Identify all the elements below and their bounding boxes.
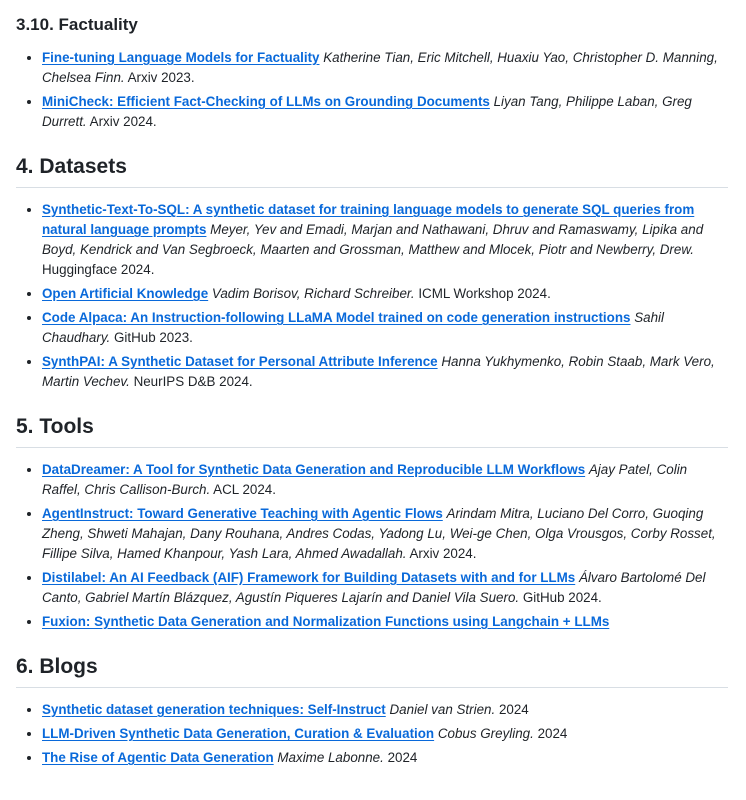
authors: Meyer, Yev and Emadi, Marjan and Nathawani, Dhruv and Ramaswamy, Lipika and Boyd, Kendrick and Van Segbroeck, Maarten and Grossman, Matthew and Mlocek, Piotr and Newberry, Drew. <box>42 222 704 257</box>
section-heading-datasets: 4. Datasets <box>16 154 728 188</box>
list-item <box>42 460 728 500</box>
list-item <box>42 352 728 392</box>
list-item <box>42 308 728 348</box>
authors: Ajay Patel, Colin Raffel, Chris Callison-Burch. <box>42 462 688 497</box>
list-item <box>42 748 728 768</box>
venue: ACL 2024. <box>213 482 276 497</box>
paper-link[interactable]: DataDreamer: A Tool for Synthetic Data Generation and Reproducible LLM Workflows <box>42 462 586 477</box>
list-item <box>42 48 728 88</box>
authors: Katherine Tian, Eric Mitchell, Huaxiu Yao, Christopher D. Manning, Chelsea Finn. <box>42 50 718 85</box>
venue: ICML Workshop 2024. <box>418 286 551 301</box>
list-item <box>42 724 728 744</box>
paper-link[interactable]: SynthPAI: A Synthetic Dataset for Personal Attribute Inference <box>42 354 438 369</box>
authors: Maxime Labonne. <box>277 750 384 765</box>
blog-link[interactable]: Synthetic dataset generation techniques: Self-Instruct <box>42 702 386 717</box>
list-item <box>42 504 728 564</box>
reference-list-datasets <box>16 200 728 392</box>
venue: NeurIPS D&B 2024. <box>133 374 253 389</box>
venue: 2024 <box>498 702 529 717</box>
venue: Arxiv 2024. <box>89 114 157 129</box>
venue: Huggingface 2024. <box>42 262 155 277</box>
paper-link[interactable]: Code Alpaca: An Instruction-following LLaMA Model trained on code generation instructions <box>42 310 631 325</box>
reference-list-factuality <box>16 48 728 132</box>
blog-link[interactable]: LLM-Driven Synthetic Data Generation, Curation & Evaluation <box>42 726 435 741</box>
authors: Sahil Chaudhary. <box>42 310 664 345</box>
section-heading-blogs: 6. Blogs <box>16 654 728 688</box>
venue: 2024 <box>387 750 418 765</box>
paper-link[interactable]: Open Artificial Knowledge <box>42 286 209 301</box>
reference-list-tools <box>16 460 728 632</box>
list-item <box>42 700 728 720</box>
list-item <box>42 612 728 632</box>
authors: Liyan Tang, Philippe Laban, Greg Durrett. <box>42 94 692 129</box>
paper-link[interactable]: Fine-tuning Language Models for Factuality <box>42 50 320 65</box>
venue: GitHub 2024. <box>522 590 602 605</box>
paper-link[interactable]: Fuxion: Synthetic Data Generation and Normalization Functions using Langchain + LLMs <box>42 614 610 629</box>
paper-link[interactable]: Distilabel: An AI Feedback (AIF) Framework for Building Datasets with and for LLMs <box>42 570 576 585</box>
venue: Arxiv 2023. <box>127 70 195 85</box>
authors: Hanna Yukhymenko, Robin Staab, Mark Vero, Martin Vechev. <box>42 354 715 389</box>
authors: Vadim Borisov, Richard Schreiber. <box>211 286 415 301</box>
paper-link[interactable]: MiniCheck: Efficient Fact-Checking of LLMs on Grounding Documents <box>42 94 490 109</box>
list-item <box>42 284 728 304</box>
authors: Cobus Greyling. <box>437 726 534 741</box>
venue: Arxiv 2024. <box>409 546 477 561</box>
paper-link[interactable]: AgentInstruct: Toward Generative Teaching with Agentic Flows <box>42 506 443 521</box>
venue: 2024 <box>537 726 568 741</box>
reference-list-blogs <box>16 700 728 768</box>
paper-link[interactable]: Synthetic-Text-To-SQL: A synthetic dataset for training language models to generate SQL queries from natural language prompts <box>42 202 695 237</box>
section-heading-tools: 5. Tools <box>16 414 728 448</box>
list-item <box>42 200 728 280</box>
list-item <box>42 92 728 132</box>
authors: Daniel van Strien. <box>389 702 496 717</box>
venue: GitHub 2023. <box>113 330 193 345</box>
list-item <box>42 568 728 608</box>
section-heading-factuality: 3.10. Factuality <box>16 15 138 34</box>
authors: Arindam Mitra, Luciano Del Corro, Guoqing Zheng, Shweti Mahajan, Dany Rouhana, Andres Codas, Yadong Lu, Wei-ge Chen, Olga Vrousgos, Corby Rosset, Fillipe Silva, Hamed Khanpour, Yash Lara, Ahmed Awadallah. <box>42 506 716 561</box>
blog-link[interactable]: The Rise of Agentic Data Generation <box>42 750 274 765</box>
authors: Álvaro Bartolomé Del Canto, Gabriel Martín Blázquez, Agustín Piqueres Lajarín and Daniel Vila Suero. <box>42 570 706 605</box>
